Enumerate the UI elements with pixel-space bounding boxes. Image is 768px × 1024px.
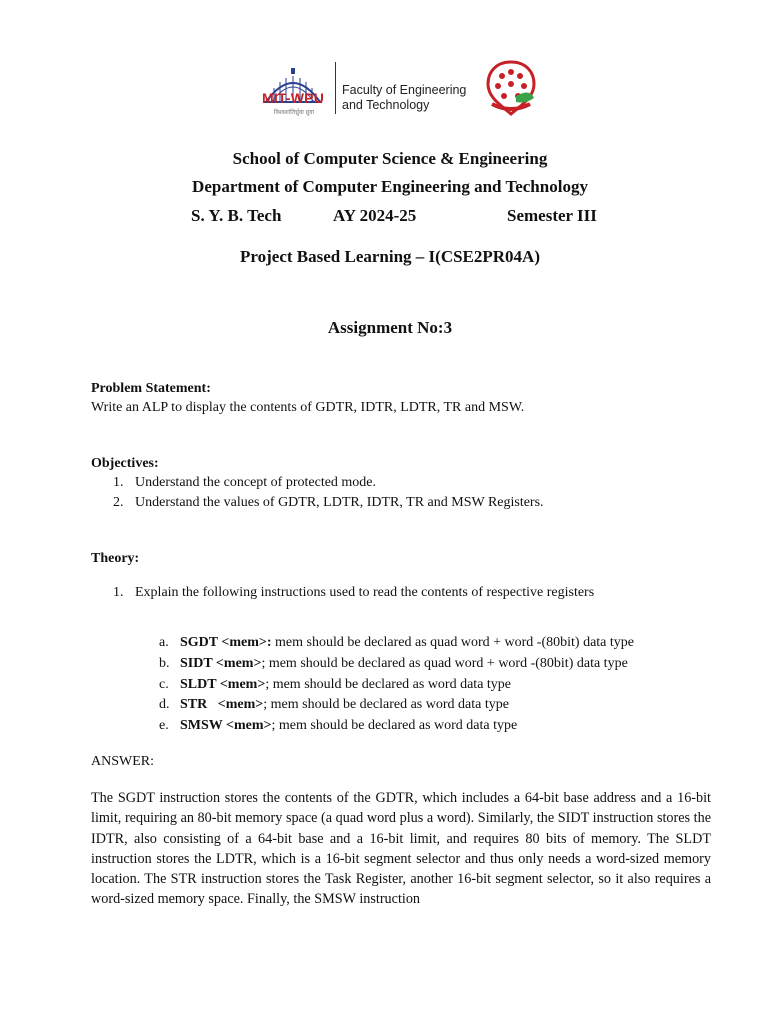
instruction-name: STR <mem> xyxy=(180,697,264,712)
semester-label: Semester III xyxy=(507,206,597,225)
theory-item xyxy=(113,585,595,601)
instruction-desc: ; mem should be declared as word data type xyxy=(265,677,512,692)
objective-text: Understand the values of GDTR, LDTR, IDTR, TR and MSW Registers. xyxy=(135,495,544,510)
course-title: Project Based Learning – I(CSE2PR04A) xyxy=(240,247,540,266)
instruction-item xyxy=(159,677,512,693)
faculty-line-2: and Technology xyxy=(342,98,430,112)
school-title: School of Computer Science & Engineering xyxy=(232,149,548,168)
year-label: S. Y. B. Tech xyxy=(191,206,282,225)
objective-text: Understand the concept of protected mode. xyxy=(135,475,377,490)
instruction-item xyxy=(159,635,634,651)
objectives-heading: Objectives: xyxy=(91,456,159,471)
instruction-item xyxy=(159,697,509,713)
curiosity-emblem-icon xyxy=(482,58,540,122)
theory-number: 1. xyxy=(113,585,124,600)
instruction-name: SMSW <mem> xyxy=(180,718,272,733)
instruction-letter: b. xyxy=(159,656,170,671)
instruction-name: SGDT <mem>: xyxy=(180,635,272,650)
problem-heading: Problem Statement: xyxy=(91,381,211,396)
problem-text: Write an ALP to display the contents of GDTR, IDTR, LDTR, TR and MSW. xyxy=(91,400,525,415)
mit-wpu-wordmark: MIT-WPU xyxy=(261,90,325,106)
instruction-item xyxy=(159,718,518,734)
instruction-letter: e. xyxy=(159,718,169,733)
objective-item xyxy=(113,495,544,511)
instruction-letter: d. xyxy=(159,697,170,712)
instruction-desc: ; mem should be declared as word data type xyxy=(271,718,518,733)
instruction-letter: a. xyxy=(159,635,169,650)
instruction-desc: mem should be declared as quad word + word -(80bit) data type xyxy=(271,635,634,650)
department-title: Department of Computer Engineering and Technology xyxy=(192,177,588,196)
mit-wpu-tagline: विश्वशांतिर्ध्रुवा ध्रुवा xyxy=(273,110,315,116)
faculty-line-1: Faculty of Engineering xyxy=(342,83,467,97)
header-logo xyxy=(258,52,548,124)
instruction-letter: c. xyxy=(159,677,169,692)
assignment-title: Assignment No:3 xyxy=(327,318,453,337)
instruction-desc: ; mem should be declared as quad word + word -(80bit) data type xyxy=(261,656,628,671)
theory-heading: Theory: xyxy=(91,551,140,566)
objective-number: 1. xyxy=(113,475,124,490)
answer-label: ANSWER: xyxy=(91,754,154,769)
answer-paragraph: The SGDT instruction stores the contents of the GDTR, which includes a 64-bit base address and a 16-bit limit, requiring an 80-bit memory space (a quad word plus a word). Similarly, the SIDT instruction stores the IDTR, also consisting of a 64-bit base and a 16-bit limit, and requires 80 bits of memory. The SLDT instruction stores the LDTR, which is a 16-bit segment selector and thus only needs a word-sized memory location. The STR instruction stores the Task Register, another 16-bit segment selector, so it also requires a word-sized memory space. Finally, the SMSW instruction xyxy=(91,790,711,908)
instruction-name: SLDT <mem> xyxy=(180,677,266,692)
instruction-desc: ; mem should be declared as word data type xyxy=(263,697,509,712)
logo-divider xyxy=(335,62,336,114)
instruction-name: SIDT <mem> xyxy=(180,656,262,671)
faculty-name xyxy=(342,83,466,113)
instruction-item xyxy=(159,656,628,672)
objective-number: 2. xyxy=(113,495,124,510)
theory-text: Explain the following instructions used to read the contents of respective registers xyxy=(135,585,595,600)
objective-item xyxy=(113,475,377,491)
academic-year: AY 2024-25 xyxy=(333,206,417,225)
